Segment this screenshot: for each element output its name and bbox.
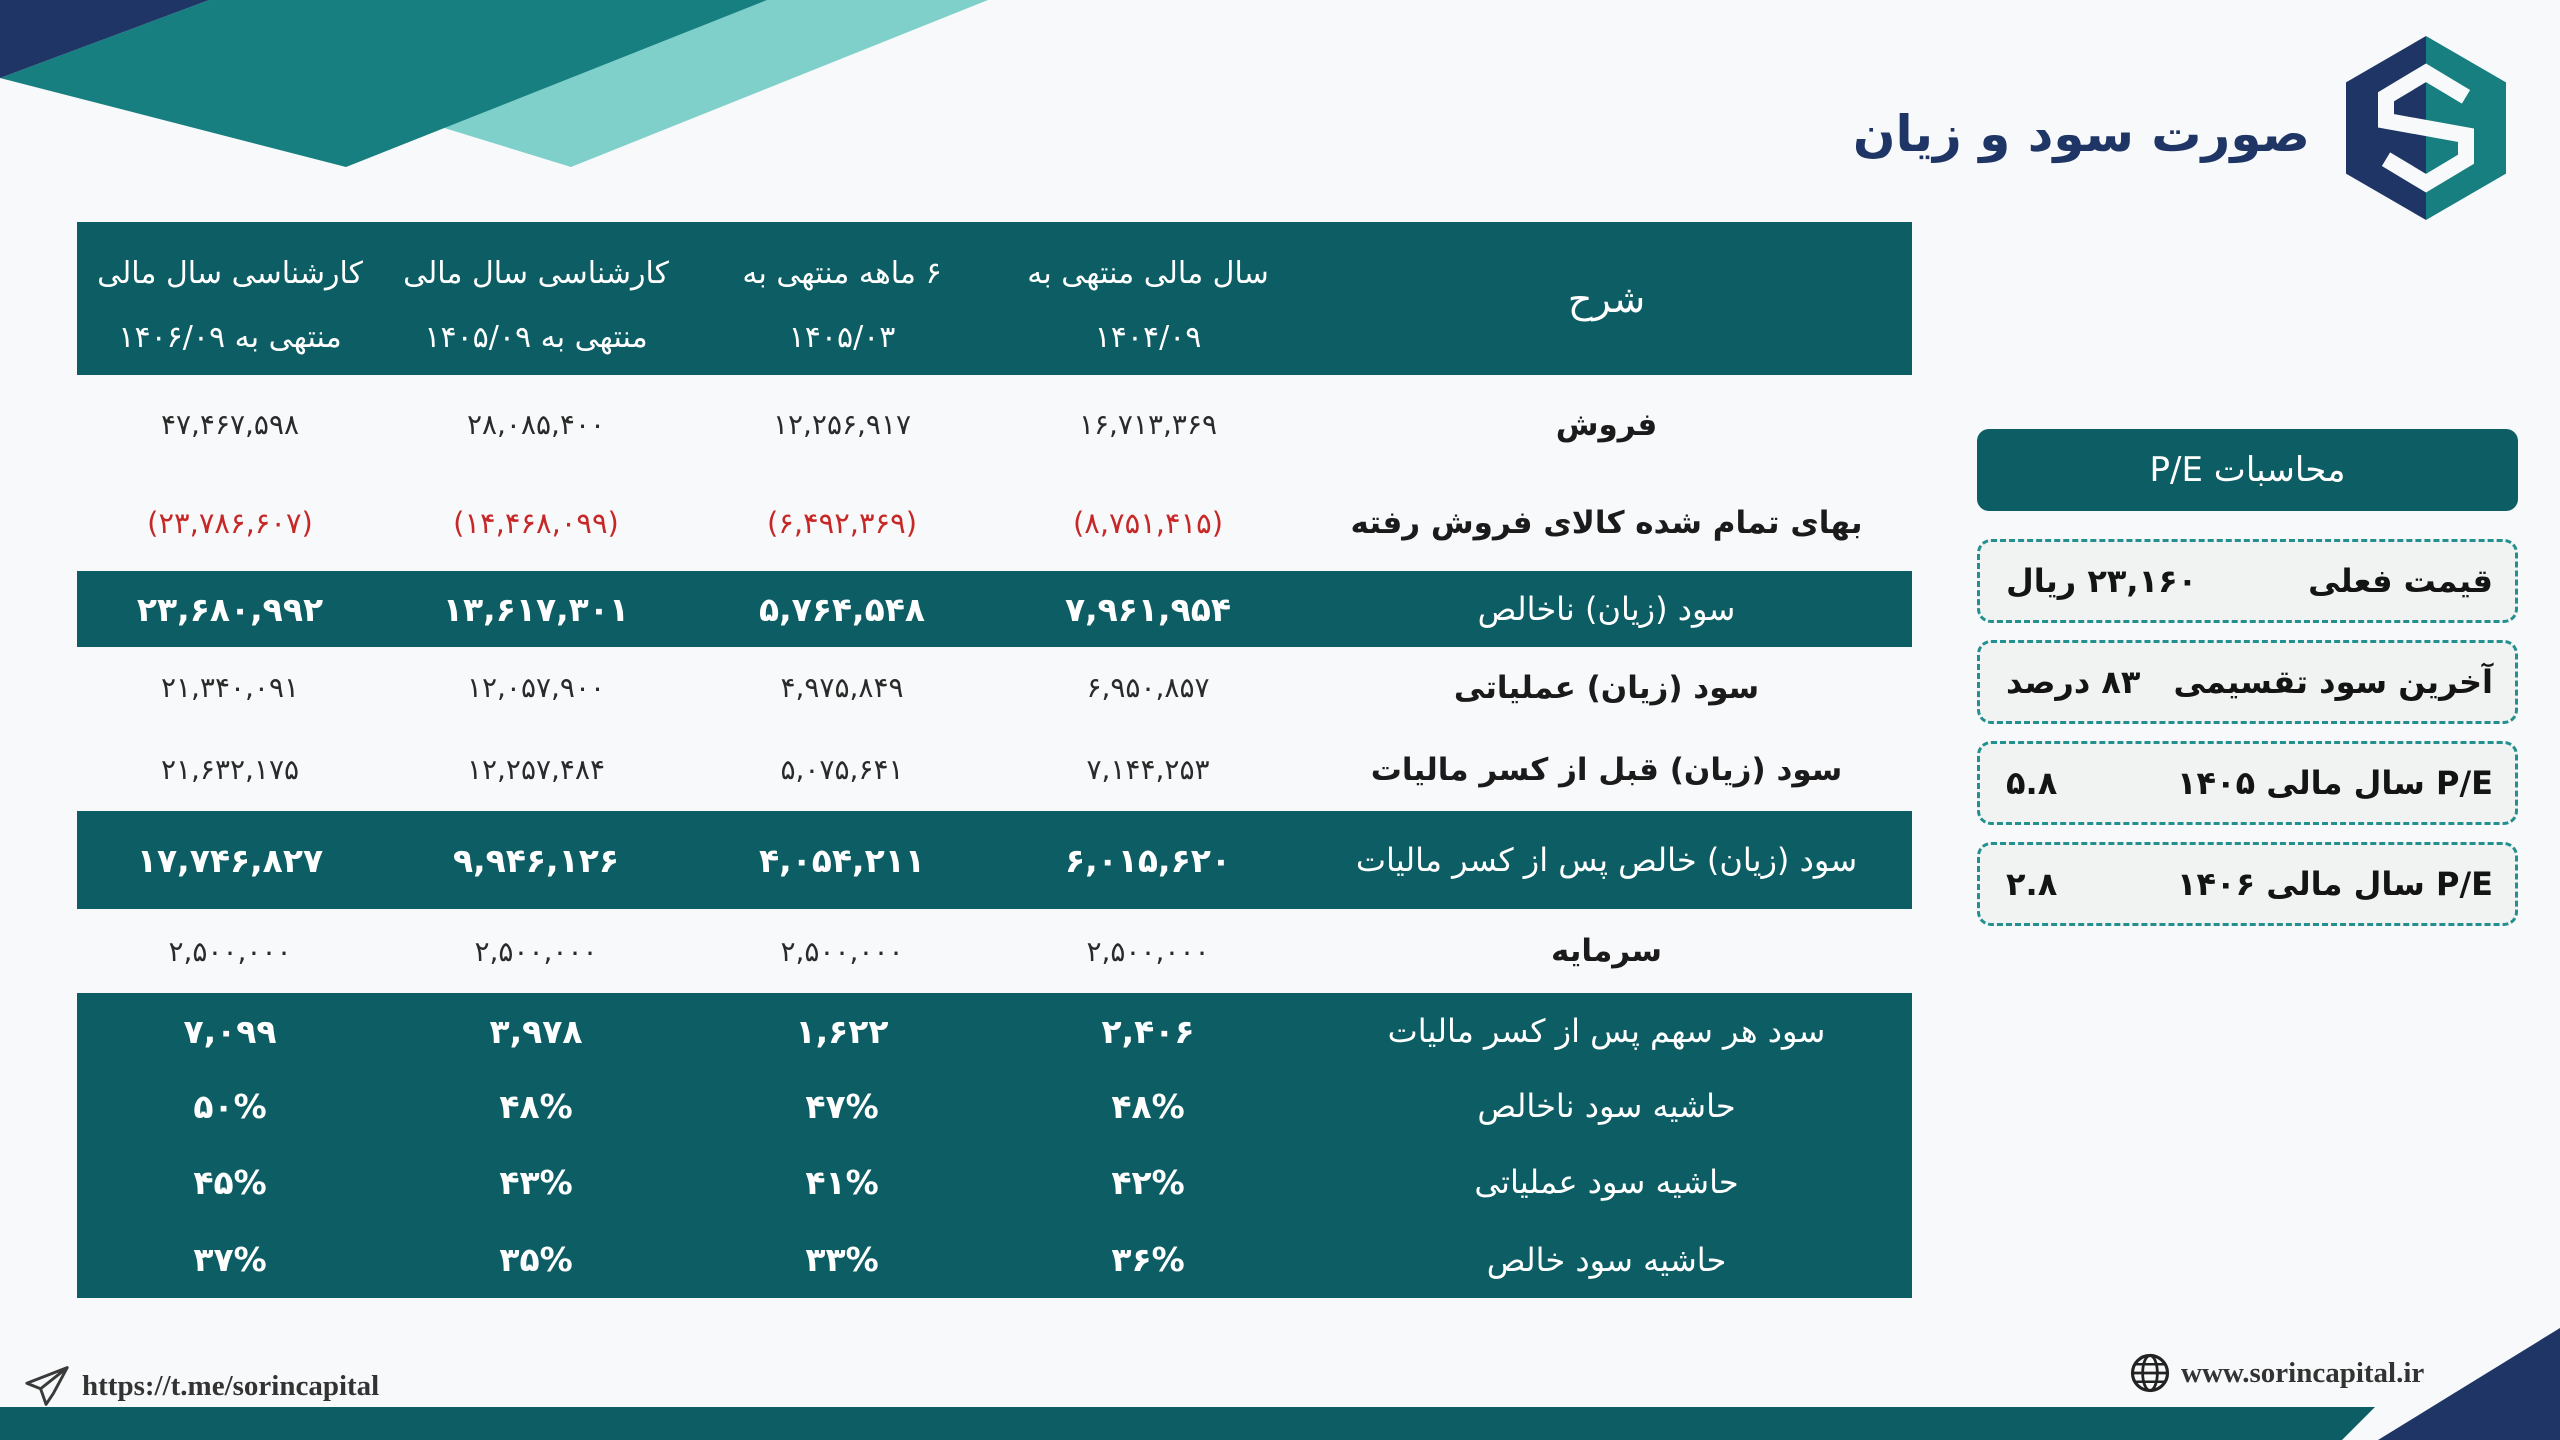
value-operating-margin-6m-1405: ۴۱%: [805, 1162, 879, 1202]
value-net-margin-est-1406: ۳۷%: [193, 1240, 267, 1279]
value-operating-profit-fy1404: ۶,۹۵۰,۸۵۷: [1086, 671, 1210, 704]
row-label-capital: سرمایه: [1550, 933, 1663, 969]
value-operating-profit-est-1406: ۲۱,۳۴۰,۰۹۱: [160, 671, 300, 704]
bottom-teal-band: [0, 1407, 2375, 1440]
telegram-link-text[interactable]: https://t.me/sorincapital: [82, 1369, 380, 1402]
value-operating-margin-est-1405: ۴۳%: [499, 1162, 573, 1202]
table-row-capital: [77, 909, 1912, 993]
header-6m-1405-line2: ۱۴۰۵/۰۳: [788, 319, 896, 355]
value-net-profit-fy1404: ۶,۰۱۵,۶۲۰: [1064, 840, 1232, 880]
row-label-operating-profit: سود (زیان) عملیاتی: [1453, 669, 1760, 706]
header-description-text: شرح: [1567, 276, 1646, 321]
header-est-1405-line2: منتهی به ۱۴۰۵/۰۹: [424, 319, 648, 355]
value-sales-est-1406: ۴۷,۴۶۷,۵۹۸: [160, 408, 300, 441]
pe-item-pe-1406: [1977, 842, 2518, 926]
header-est-1406: [77, 222, 383, 375]
value-eps-fy1404: ۲,۴۰۶: [1101, 1011, 1195, 1051]
value-net-margin-6m-1405: ۳۳%: [805, 1240, 879, 1279]
value-eps-est-1405: ۳,۹۷۸: [489, 1011, 583, 1051]
value-gross-margin-6m-1405: ۴۷%: [805, 1086, 879, 1126]
value-sales-6m-1405: ۱۲,۲۵۶,۹۱۷: [772, 408, 912, 441]
pe-item-pe-1405: [1977, 741, 2518, 825]
pe-item-pe-1405-value: ۵.۸: [2006, 764, 2058, 802]
row-label-net-profit: سود (زیان) خالص پس از کسر مالیات: [1355, 841, 1858, 879]
pe-item-last-dividend-value: ۸۳ درصد: [2006, 663, 2141, 701]
sorin-capital-logo: [2346, 36, 2506, 220]
table-row-eps: [77, 993, 1912, 1069]
value-cogs-6m-1405: (۶,۴۹۲,۳۶۹): [766, 505, 918, 540]
table-row-net-profit: [77, 811, 1912, 909]
row-label-gross-margin: حاشیه سود ناخالص: [1477, 1087, 1736, 1125]
header-6m-1405-line1: ۶ ماهه منتهی به: [742, 255, 942, 291]
row-label-sales: فروش: [1555, 406, 1658, 443]
pe-item-current-price-value: ۲۳,۱۶۰ ریال: [2006, 562, 2198, 600]
table-row-net-margin: [77, 1221, 1912, 1298]
value-pretax-profit-6m-1405: ۵,۰۷۵,۶۴۱: [780, 753, 904, 786]
header-est-1406-line2: منتهی به ۱۴۰۶/۰۹: [118, 319, 342, 355]
income-statement-table: [77, 222, 1912, 1298]
pe-panel-title: محاسبات P/E: [1977, 429, 2518, 511]
value-capital-fy1404: ۲,۵۰۰,۰۰۰: [1086, 934, 1210, 968]
value-net-profit-est-1406: ۱۷,۷۴۶,۸۲۷: [136, 840, 324, 880]
value-gross-profit-fy1404: ۷,۹۶۱,۹۵۴: [1064, 589, 1232, 629]
row-label-gross-profit: سود (زیان) ناخالص: [1477, 590, 1736, 628]
table-row-pretax-profit: [77, 728, 1912, 811]
globe-icon: [2129, 1352, 2171, 1394]
row-label-operating-margin: حاشیه سود عملیاتی: [1474, 1163, 1739, 1201]
pe-item-current-price-label: قیمت فعلی: [2308, 562, 2493, 600]
page-title: صورت سود و زیان: [1852, 105, 2310, 163]
pe-item-last-dividend-label: آخرین سود تقسیمی: [2173, 663, 2493, 701]
header-est-1406-line1: کارشناسی سال مالی: [97, 255, 363, 291]
header-description: [1301, 222, 1912, 375]
value-cogs-est-1405: (۱۴,۴۶۸,۰۹۹): [453, 505, 619, 540]
value-operating-margin-est-1406: ۴۵%: [193, 1162, 267, 1202]
value-gross-margin-est-1406: ۵۰%: [193, 1086, 267, 1126]
header-est-1405-line1: کارشناسی سال مالی: [403, 255, 669, 291]
value-net-profit-est-1405: ۹,۹۴۶,۱۲۶: [452, 840, 620, 880]
row-label-pretax-profit: سود (زیان) قبل از کسر مالیات: [1370, 751, 1843, 788]
header-fy1404-line1: سال مالی منتهی به: [1027, 255, 1269, 291]
table-row-cogs: [77, 474, 1912, 571]
value-eps-6m-1405: ۱,۶۲۲: [795, 1011, 889, 1051]
header-fy1404-line2: ۱۴۰۴/۰۹: [1094, 319, 1202, 355]
value-cogs-fy1404: (۸,۷۵۱,۴۱۵): [1072, 505, 1224, 540]
table-header-row: [77, 222, 1912, 375]
value-pretax-profit-fy1404: ۷,۱۴۴,۲۵۳: [1086, 753, 1210, 786]
value-net-margin-est-1405: ۳۵%: [499, 1240, 573, 1279]
value-eps-est-1406: ۷,۰۹۹: [183, 1011, 277, 1051]
table-row-operating-margin: [77, 1143, 1912, 1221]
row-label-eps: سود هر سهم پس از کسر مالیات: [1387, 1012, 1826, 1050]
table-row-sales: [77, 375, 1912, 474]
header-6m-1405: [689, 222, 995, 375]
header-fy1404: [995, 222, 1301, 375]
website-link[interactable]: [2129, 1352, 2424, 1394]
value-operating-profit-est-1405: ۱۲,۰۵۷,۹۰۰: [466, 671, 606, 704]
value-gross-margin-est-1405: ۴۸%: [499, 1086, 573, 1126]
value-gross-margin-fy1404: ۴۸%: [1111, 1086, 1185, 1126]
value-net-margin-fy1404: ۳۶%: [1111, 1240, 1185, 1279]
value-net-profit-6m-1405: ۴,۰۵۴,۲۱۱: [758, 840, 926, 880]
row-label-net-margin: حاشیه سود خالص: [1486, 1240, 1727, 1279]
value-operating-margin-fy1404: ۴۲%: [1111, 1162, 1185, 1202]
pe-item-last-dividend: [1977, 640, 2518, 724]
value-capital-6m-1405: ۲,۵۰۰,۰۰۰: [780, 934, 904, 968]
telegram-link[interactable]: [22, 1364, 379, 1408]
value-operating-profit-6m-1405: ۴,۹۷۵,۸۴۹: [780, 671, 904, 704]
value-capital-est-1405: ۲,۵۰۰,۰۰۰: [474, 934, 598, 968]
pe-item-current-price: [1977, 539, 2518, 623]
pe-item-pe-1406-value: ۲.۸: [2006, 865, 2058, 903]
row-label-cogs: بهای تمام شده کالای فروش رفته: [1350, 504, 1863, 541]
telegram-icon: [22, 1364, 72, 1408]
value-gross-profit-est-1406: ۲۳,۶۸۰,۹۹۲: [136, 589, 324, 629]
value-pretax-profit-est-1405: ۱۲,۲۵۷,۴۸۴: [466, 753, 606, 786]
logo-icon: [2346, 36, 2506, 220]
table-row-operating-profit: [77, 647, 1912, 728]
pe-item-pe-1406-label: P/E سال مالی ۱۴۰۶: [2176, 865, 2493, 903]
value-gross-profit-est-1405: ۱۳,۶۱۷,۳۰۱: [442, 589, 630, 629]
value-cogs-est-1406: (۲۳,۷۸۶,۶۰۷): [147, 505, 313, 540]
website-link-text[interactable]: www.sorincapital.ir: [2181, 1356, 2425, 1389]
value-gross-profit-6m-1405: ۵,۷۶۴,۵۴۸: [758, 589, 926, 629]
table-row-gross-margin: [77, 1069, 1912, 1143]
table-row-gross-profit: [77, 571, 1912, 647]
value-capital-est-1406: ۲,۵۰۰,۰۰۰: [168, 934, 292, 968]
pe-calculation-panel: [1977, 429, 2518, 926]
pe-item-pe-1405-label: P/E سال مالی ۱۴۰۵: [2176, 764, 2493, 802]
value-pretax-profit-est-1406: ۲۱,۶۳۲,۱۷۵: [160, 753, 300, 786]
value-sales-est-1405: ۲۸,۰۸۵,۴۰۰: [466, 408, 606, 441]
value-sales-fy1404: ۱۶,۷۱۳,۳۶۹: [1078, 408, 1218, 441]
header-est-1405: [383, 222, 689, 375]
